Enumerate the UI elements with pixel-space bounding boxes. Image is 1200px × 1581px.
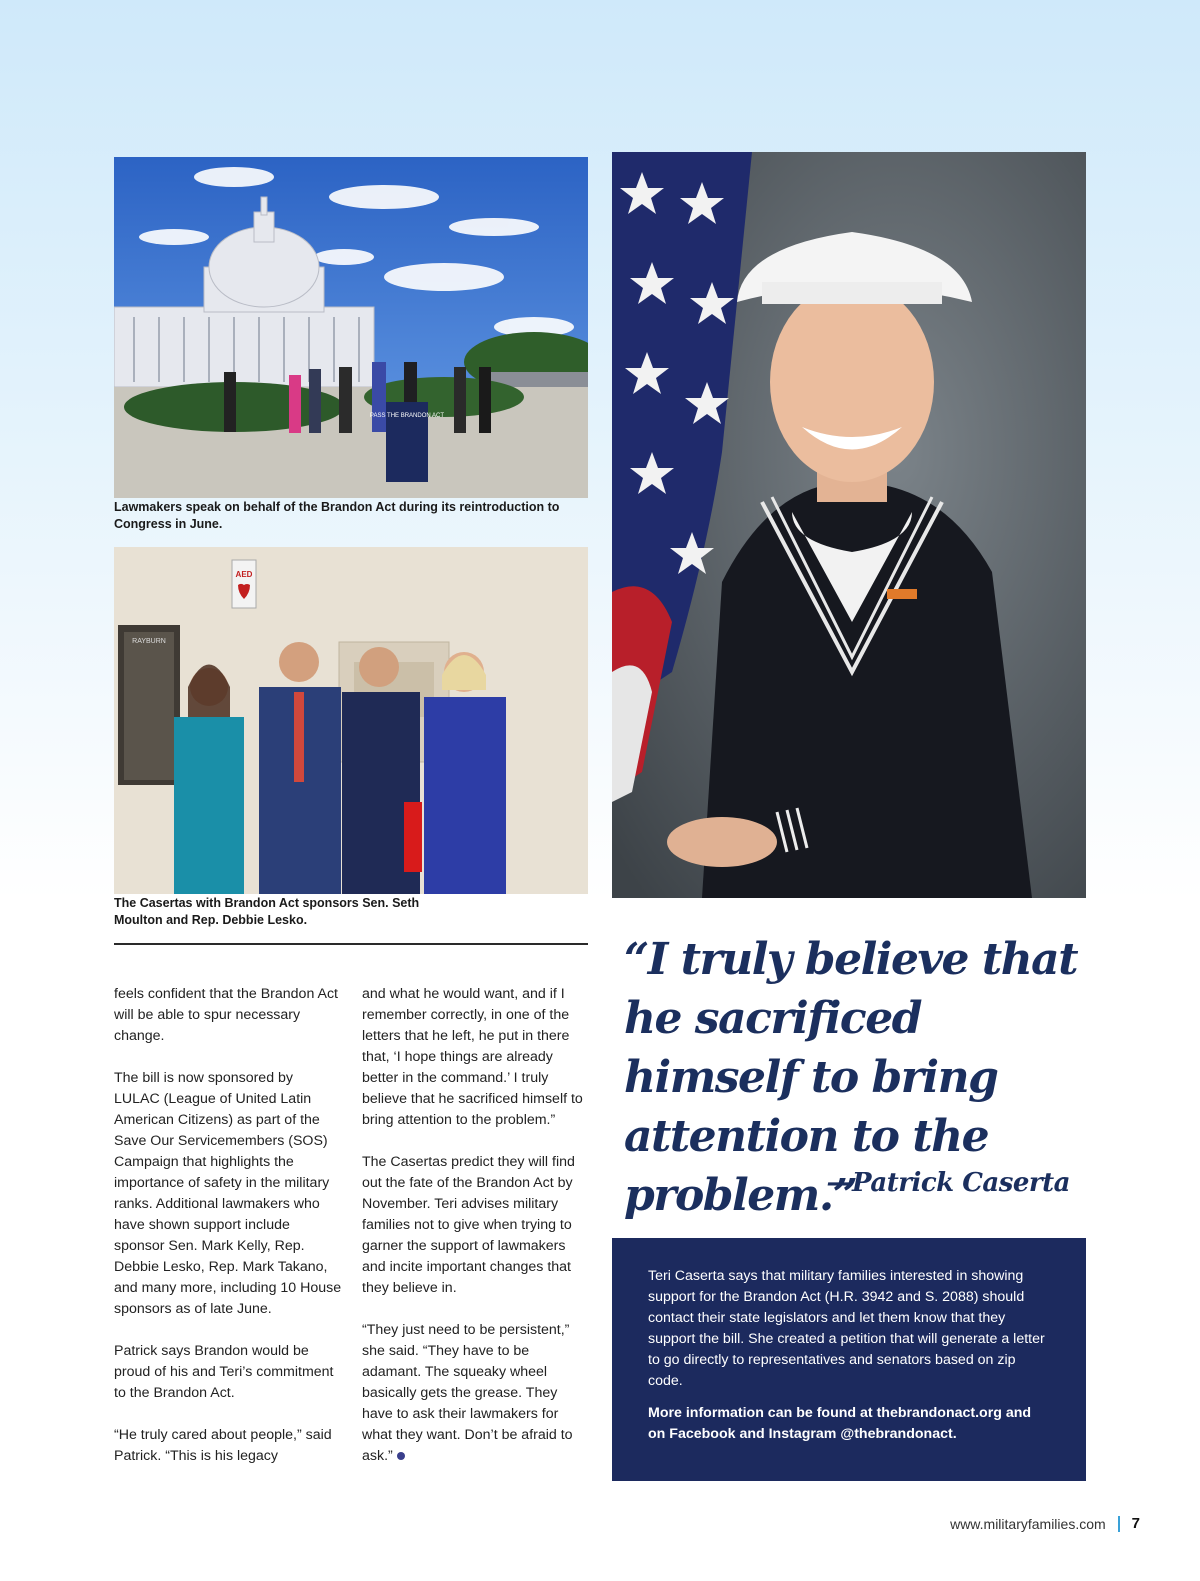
article-paragraph: The Casertas predict they will find out the fate of the Brandon Act by November. Teri advises military families not to give when trying to garner the support of lawmakers and incite important changes that they believe in. <box>362 1154 575 1296</box>
pull-quote-attribution: —Patrick Caserta <box>826 1168 1070 1198</box>
article-paragraph: “He truly cared about people,” said Patrick. “This is his legacy <box>114 1427 332 1464</box>
capitol-photo-caption: Lawmakers speak on behalf of the Brandon Act during its reintroduction to Congress in June. <box>114 500 560 531</box>
article-column-1 <box>114 984 342 1488</box>
article-paragraph: The bill is now sponsored by LULAC (League of United Latin American Citizens) as part of the Save Our Servicemembers (SOS) Campaign that highlights the importance of safety in the military ranks. Additional lawmakers who have shown support include sponsor Sen. Mark Kelly, Rep. Debbie Lesko, Rep. Mark Takano, and many more, including 10 House sponsors as of late June. <box>114 1070 342 1317</box>
aed-sign: AED <box>235 570 253 579</box>
footer-url: www.militaryfamilies.com <box>950 1515 1106 1532</box>
footer-separator <box>1118 1516 1120 1532</box>
page-number: 7 <box>1131 1515 1140 1532</box>
group-illustration <box>114 547 588 894</box>
info-box-body: Teri Caserta says that military families interested in showing support for the Brandon Act (H.R. 3942 and S. 2088) should contact their state legislators and let them know that they support the bill. She created a petition that will generate a letter to go directly to representatives and senators based on zip code. <box>648 1268 1045 1389</box>
article-paragraph: and what he would want, and if I remember correctly, in one of the letters that he left, he put in there that, ‘I hope things are already better in the command.’ I truly believe that he sacrificed himself to bring attention to the problem.” <box>362 986 583 1128</box>
info-box-more-info: More information can be found at thebrandonact.org and on Facebook and Instagram @thebrandonact. <box>648 1405 1032 1442</box>
column-divider <box>114 943 588 945</box>
group-photo <box>114 547 588 894</box>
capitol-photo <box>114 157 588 498</box>
capitol-illustration <box>114 157 588 498</box>
portrait-photo <box>612 152 1086 898</box>
pull-quote: “I truly believe that he sacrificed himself to bring attention to the problem.” <box>624 934 1078 1221</box>
info-box <box>612 1238 1086 1481</box>
podium-sign: PASS THE BRANDON ACT <box>369 413 445 419</box>
article-paragraph: feels confident that the Brandon Act will be able to spur necessary change. <box>114 986 338 1044</box>
sailor-portrait-illustration <box>612 152 1086 898</box>
article-paragraph: Patrick says Brandon would be proud of his and Teri’s commitment to the Brandon Act. <box>114 1343 334 1401</box>
directory-sign: RAYBURN <box>132 638 166 645</box>
end-mark-icon <box>397 1452 405 1460</box>
page-footer <box>950 1515 1140 1532</box>
article-paragraph-final <box>362 1320 590 1467</box>
article-paragraph-text: “They just need to be persistent,” she said. “They have to be adamant. The squeaky wheel basically gets the grease. They have to ask their lawmakers for what they want. Don’t be afraid to ask.” <box>362 1322 573 1464</box>
article-column-2 <box>362 984 590 1488</box>
group-photo-caption: The Casertas with Brandon Act sponsors Sen. Seth Moulton and Rep. Debbie Lesko. <box>114 896 420 927</box>
